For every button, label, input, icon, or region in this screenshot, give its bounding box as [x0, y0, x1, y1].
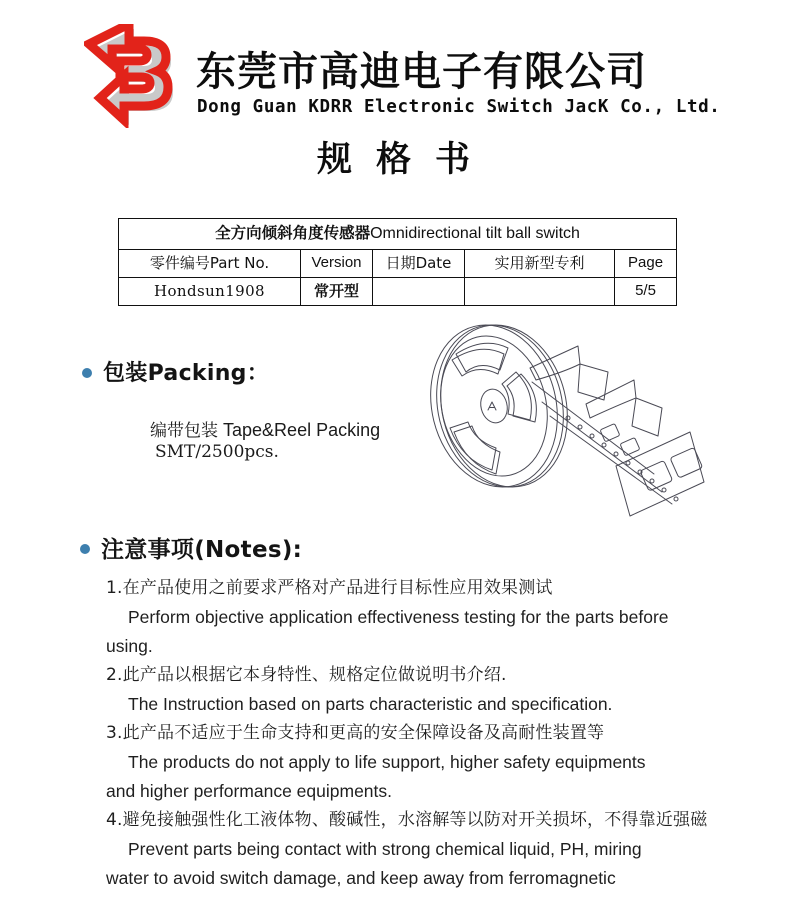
spec-title-cn: 全方向倾斜角度传感器: [215, 224, 371, 243]
table-row-headers: [119, 250, 677, 278]
col-header-page: Page: [615, 250, 677, 278]
note-item-en: The Instruction based on parts characteristic and specification.: [128, 694, 613, 714]
page-title: 规格书: [316, 140, 494, 180]
document-header: [0, 14, 787, 124]
note-item-en: using.: [106, 636, 153, 656]
notes-list: [106, 574, 726, 893]
bullet-dot-icon: [82, 368, 92, 378]
packing-quantity-text: SMT/2500pcs.: [155, 442, 279, 462]
note-item-cn: 3.此产品不适应于生命支持和更高的安全保障设备及高耐性装置等: [106, 723, 605, 743]
note-item-cn: 4.避免接触强性化工液体物、酸碱性，水溶解等以防对开关损坏，不得靠近强磁: [106, 810, 708, 830]
note-item-en: Perform objective application effectiveness testing for the parts before: [128, 607, 669, 627]
packing-tape-reel-cn: 编带包装: [150, 421, 218, 441]
spec-header-table: [118, 218, 677, 306]
value-patent: [465, 278, 615, 306]
note-item-cn: 1.在产品使用之前要求严格对产品进行目标性应用效果测试: [106, 578, 553, 598]
packing-tape-reel-en: Tape&Reel Packing: [223, 420, 381, 440]
tape-and-reel-line-drawing-icon: [404, 306, 706, 536]
value-part-no: Hondsun1908: [119, 278, 301, 306]
packing-tape-reel-text: [150, 416, 380, 441]
value-version: 常开型: [301, 278, 373, 306]
col-header-part-no: 零件编号Part No.: [119, 250, 301, 278]
kdrr-arrow-b-logo-icon: [84, 24, 190, 128]
col-header-version: Version: [301, 250, 373, 278]
value-date: [373, 278, 465, 306]
note-item-en: The products do not apply to life support, higher safety equipments: [128, 752, 646, 772]
note-item-en: water to avoid switch damage, and keep away from ferromagnetic: [106, 868, 616, 888]
spec-title-en: Omnidirectional tilt ball switch: [370, 225, 580, 243]
col-header-date: 日期Date: [373, 250, 465, 278]
note-item-cn: 2.此产品以根据它本身特性、规格定位做说明书介绍.: [106, 665, 507, 685]
company-name-en: Dong Guan KDRR Electronic Switch JacK Co., Ltd.: [197, 97, 721, 117]
packing-section-heading: [82, 356, 269, 387]
col-header-patent: 实用新型专利: [465, 250, 615, 278]
notes-section-heading: [80, 531, 302, 564]
notes-heading-label: 注意事项(Notes):: [101, 537, 303, 563]
table-row-values: [119, 278, 677, 306]
spec-title-cell: [119, 219, 677, 250]
value-page: 5/5: [615, 278, 677, 306]
packing-heading-label: 包装Packing：: [103, 361, 270, 386]
table-row-title: [119, 219, 677, 250]
company-name-cn: 东莞市高迪电子有限公司: [196, 49, 647, 95]
bullet-dot-icon: [80, 544, 90, 554]
note-item-en: Prevent parts being contact with strong chemical liquid, PH, miring: [128, 839, 642, 859]
note-item-en: and higher performance equipments.: [106, 781, 393, 801]
